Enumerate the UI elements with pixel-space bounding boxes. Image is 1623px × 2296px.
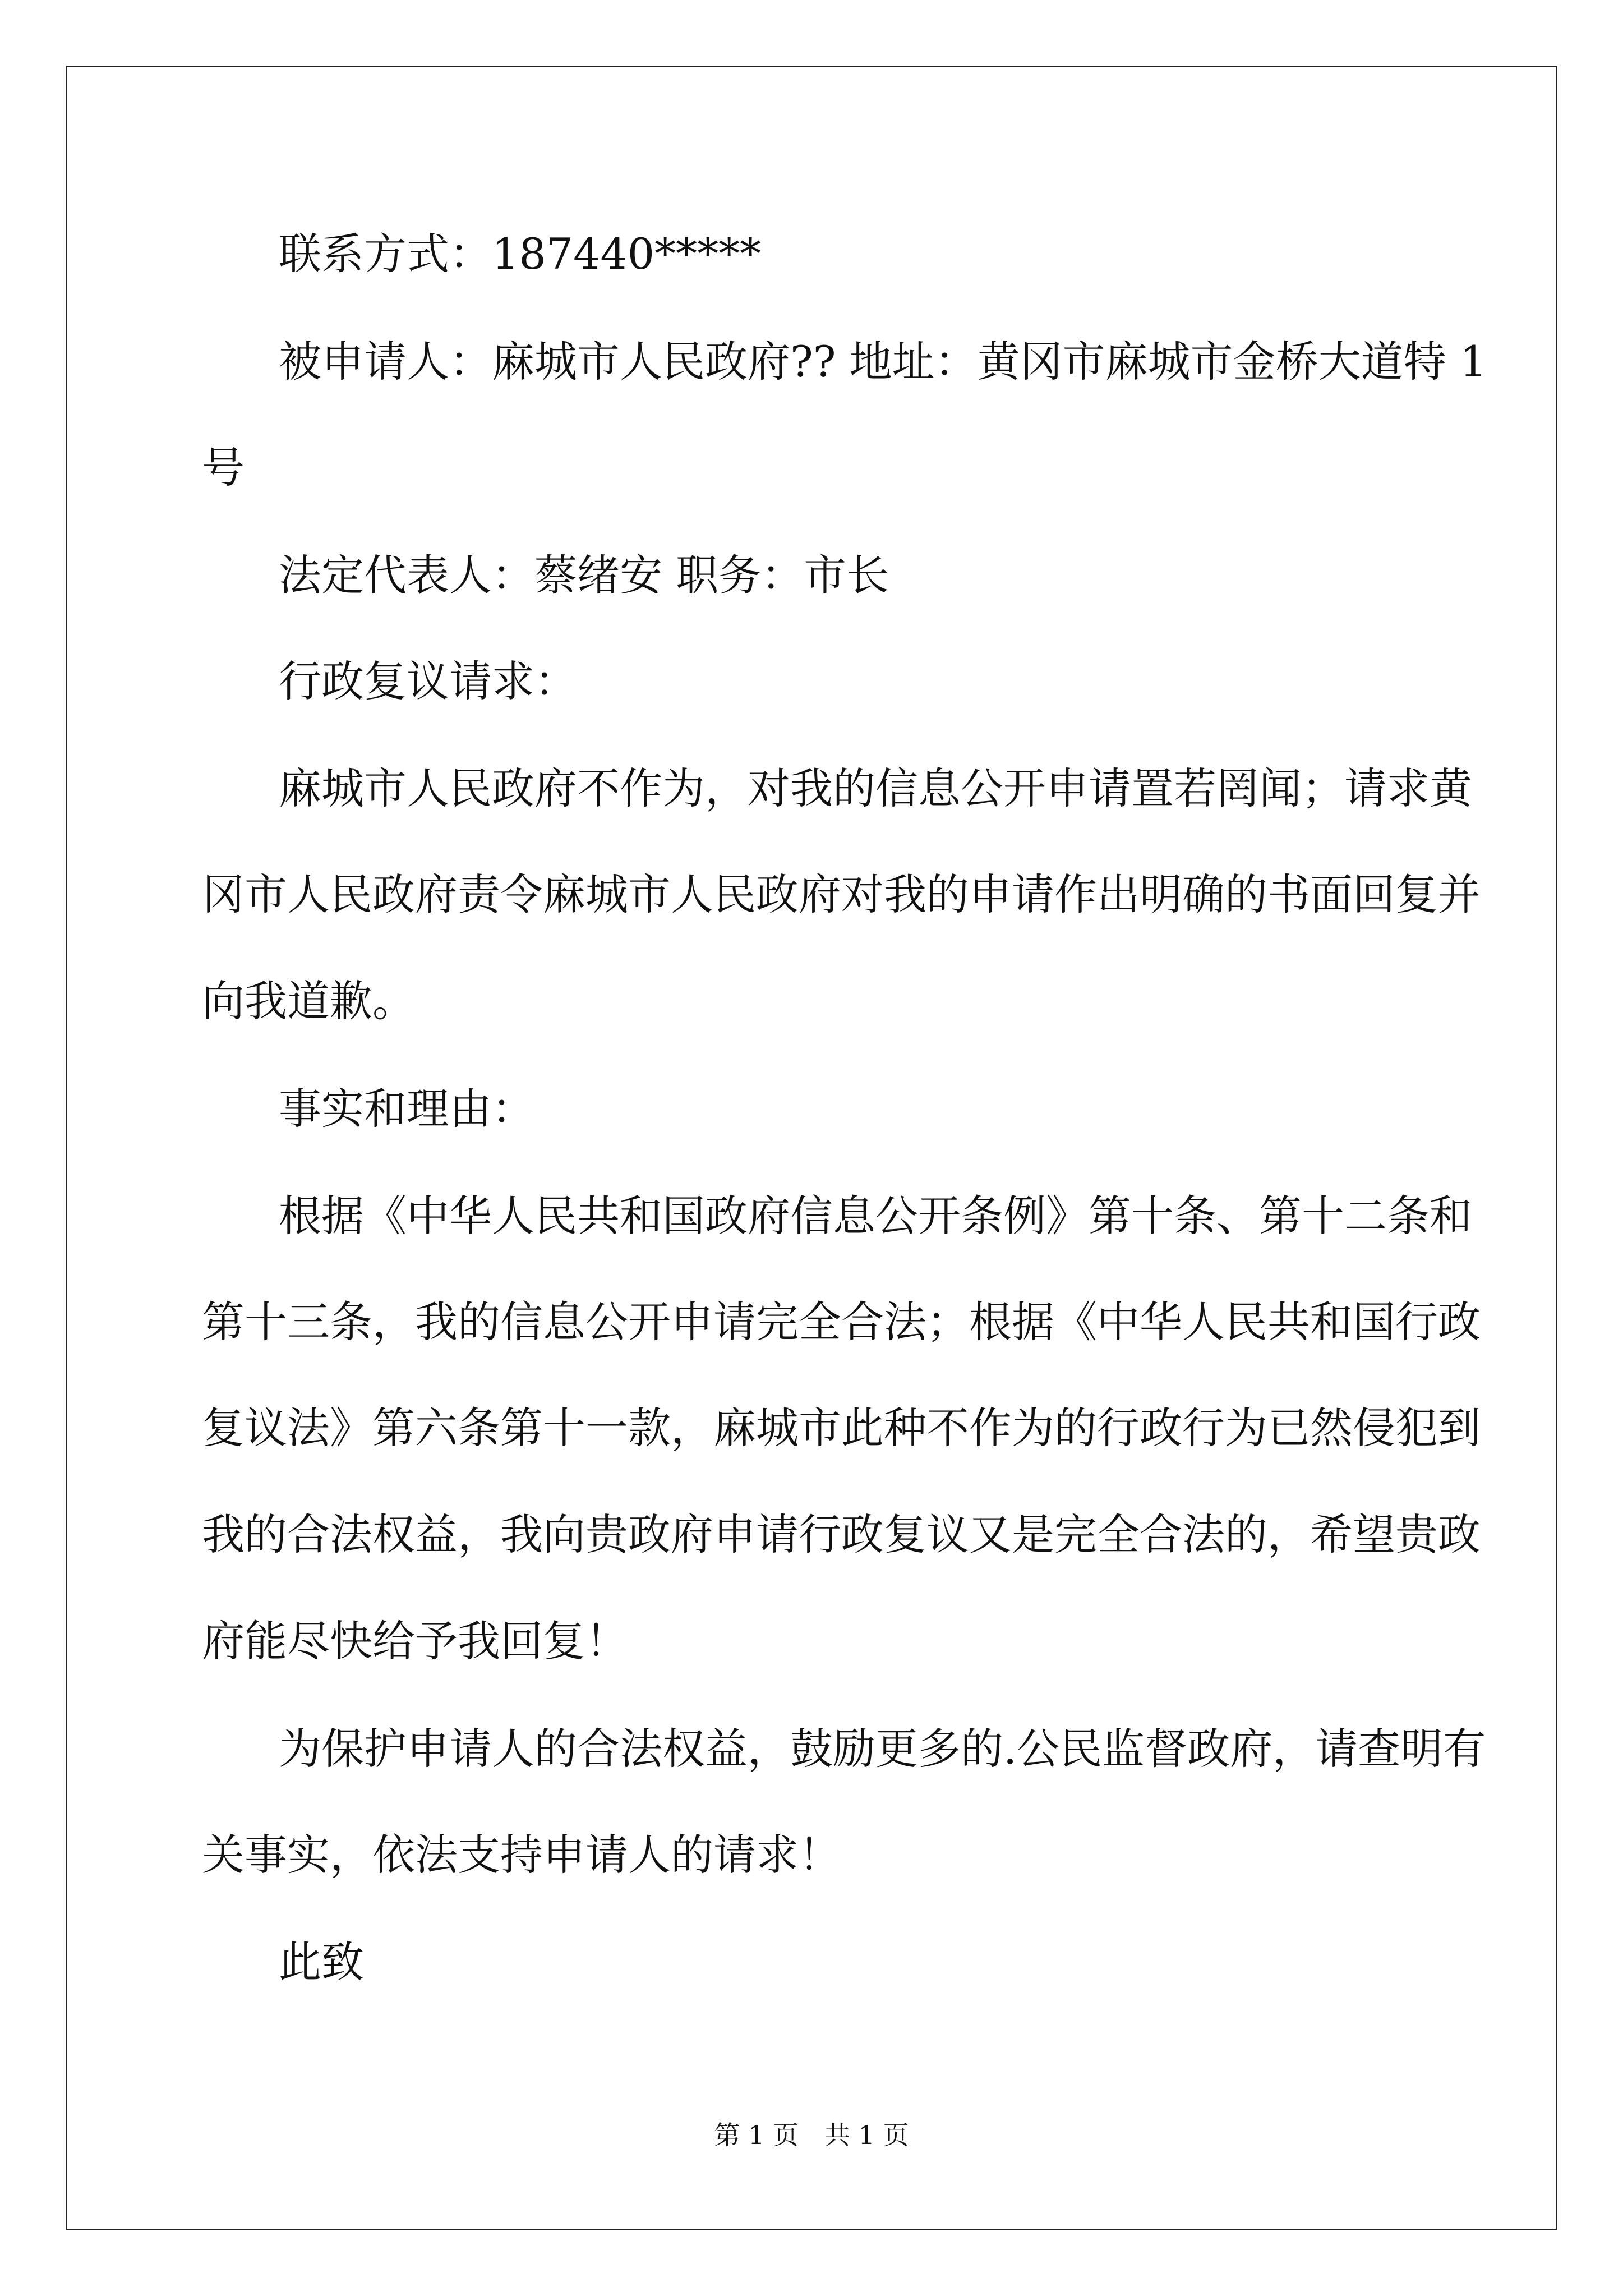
- representative-line: 法定代表人：蔡绪安 职务：市长: [279, 550, 889, 600]
- salutation: 此致: [279, 1937, 364, 1987]
- request-paragraph-line: 向我道歉。: [202, 976, 415, 1026]
- facts-heading: 事实和理由：: [279, 1084, 534, 1134]
- page-number: 第 1 页: [714, 2120, 799, 2150]
- closing-paragraph-line: 关事实，依法支持申请人的请求！: [202, 1830, 841, 1880]
- request-heading: 行政复议请求：: [279, 656, 577, 706]
- respondent-line: 被申请人：麻城市人民政府?? 地址：黄冈市麻城市金桥大道特 1: [279, 337, 1487, 386]
- closing-paragraph-line: 为保护申请人的合法权益，鼓励更多的.公民监督政府，请查明有: [279, 1724, 1486, 1774]
- request-paragraph-line: 冈市人民政府责令麻城市人民政府对我的申请作出明确的书面回复并: [202, 869, 1481, 919]
- facts-paragraph-line: 第十三条，我的信息公开申请完全合法；根据《中华人民共和国行政: [202, 1297, 1481, 1347]
- respondent-line-continued: 号: [202, 443, 245, 493]
- page-border: [66, 66, 1557, 2230]
- contact-line: 联系方式：187440*****: [279, 229, 762, 279]
- page-footer: [0, 2119, 1623, 2151]
- facts-paragraph-line: 府能尽快给予我回复！: [202, 1616, 628, 1666]
- request-paragraph-line: 麻城市人民政府不作为，对我的信息公开申请置若罔闻；请求黄: [279, 763, 1472, 813]
- facts-paragraph-line: 我的合法权益，我向贵政府申请行政复议又是完全合法的，希望贵政: [202, 1510, 1481, 1559]
- facts-paragraph-line: 根据《中华人民共和国政府信息公开条例》第十条、第十二条和: [279, 1191, 1472, 1241]
- facts-paragraph-line: 复议法》第六条第十一款，麻城市此种不作为的行政行为已然侵犯到: [202, 1403, 1481, 1453]
- total-pages: 共 1 页: [824, 2120, 909, 2150]
